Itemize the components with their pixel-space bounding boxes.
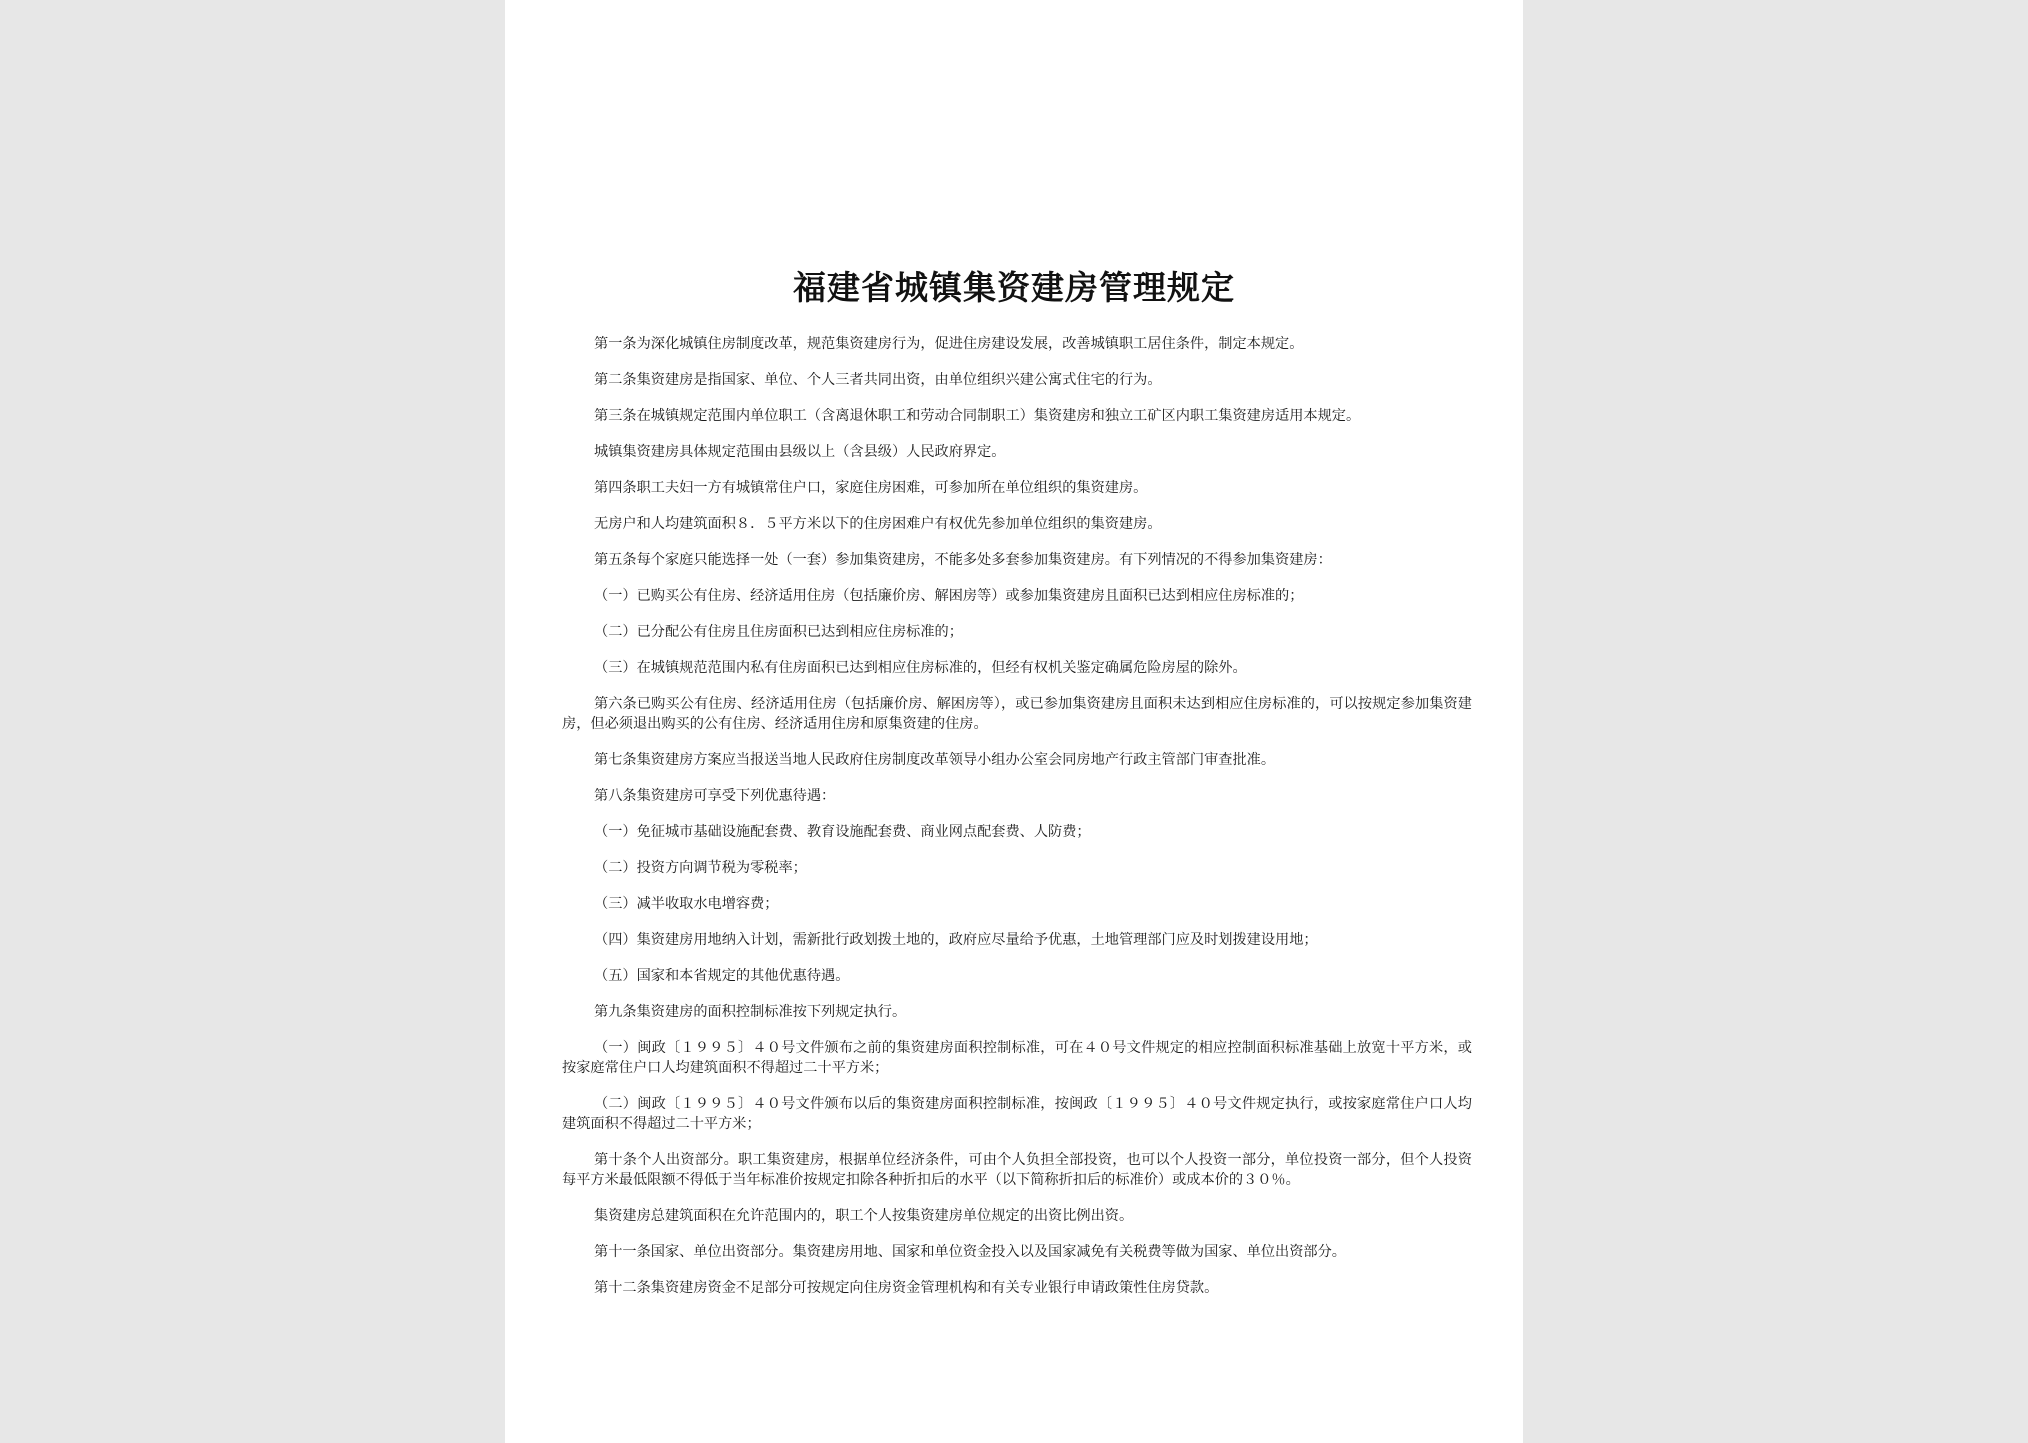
paragraph-article-9-item-1: （一）闽政〔１９９５〕４０号文件颁布之前的集资建房面积控制标准，可在４０号文件规定的相应控制面积标准基础上放宽十平方米，或按家庭常住户口人均建筑面积不得超过二十平方米；: [562, 1040, 1472, 1076]
paragraph-article-8-item-5: （五）国家和本省规定的其他优惠待遇。: [594, 968, 850, 984]
document-page: [505, 0, 1523, 1443]
paragraph-article-8-item-3: （三）减半收取水电增容费；: [594, 896, 779, 912]
paragraph-article-5-item-2: （二）已分配公有住房且住房面积已达到相应住房标准的；: [594, 624, 963, 640]
paragraph-article-8-item-2: （二）投资方向调节税为零税率；: [594, 860, 807, 876]
paragraph-article-9: 第九条集资建房的面积控制标准按下列规定执行。: [594, 1004, 907, 1020]
paragraph-article-2: 第二条集资建房是指国家、单位、个人三者共同出资，由单位组织兴建公寓式住宅的行为。: [594, 372, 1162, 388]
paragraph-article-4: 第四条职工夫妇一方有城镇常住户口，家庭住房困难，可参加所在单位组织的集资建房。: [594, 480, 1148, 496]
paragraph-article-3-scope: 城镇集资建房具体规定范围由县级以上（含县级）人民政府界定。: [594, 444, 1006, 460]
paragraph-article-8-item-4: （四）集资建房用地纳入计划，需新批行政划拨土地的，政府应尽量给予优惠，土地管理部门应及时划拨建设用地；: [594, 932, 1318, 948]
document-title: 福建省城镇集资建房管理规定: [793, 268, 1235, 307]
paragraph-article-5-item-3: （三）在城镇规范范围内私有住房面积已达到相应住房标准的，但经有权机关鉴定确属危险房屋的除外。: [594, 660, 1247, 676]
paragraph-article-9-item-2: （二）闽政〔１９９５〕４０号文件颁布以后的集资建房面积控制标准，按闽政〔１９９５〕４０号文件规定执行，或按家庭常住户口人均建筑面积不得超过二十平方米；: [562, 1096, 1472, 1132]
paragraph-article-1: 第一条为深化城镇住房制度改革，规范集资建房行为，促进住房建设发展，改善城镇职工居住条件，制定本规定。: [594, 336, 1304, 352]
paragraph-article-11: 第十一条国家、单位出资部分。集资建房用地、国家和单位资金投入以及国家减免有关税费等做为国家、单位出资部分。: [594, 1244, 1346, 1260]
paragraph-article-10-ratio: 集资建房总建筑面积在允许范围内的，职工个人按集资建房单位规定的出资比例出资。: [594, 1208, 1134, 1224]
paragraph-article-3: 第三条在城镇规定范围内单位职工（含离退休职工和劳动合同制职工）集资建房和独立工矿区内职工集资建房适用本规定。: [594, 408, 1361, 424]
paragraph-article-12: 第十二条集资建房资金不足部分可按规定向住房资金管理机构和有关专业银行申请政策性住房贷款。: [594, 1280, 1219, 1296]
paragraph-article-5: 第五条每个家庭只能选择一处（一套）参加集资建房，不能多处多套参加集资建房。有下列情况的不得参加集资建房：: [594, 552, 1332, 568]
paragraph-article-8-item-1: （一）免征城市基础设施配套费、教育设施配套费、商业网点配套费、人防费；: [594, 824, 1091, 840]
paragraph-article-8: 第八条集资建房可享受下列优惠待遇：: [594, 788, 836, 804]
paragraph-article-5-item-1: （一）已购买公有住房、经济适用住房（包括廉价房、解困房等）或参加集资建房且面积已达到相应住房标准的；: [594, 588, 1304, 604]
document-body: [562, 334, 1472, 1314]
paragraph-article-6: 第六条已购买公有住房、经济适用住房（包括廉价房、解困房等），或已参加集资建房且面积未达到相应住房标准的，可以按规定参加集资建房，但必须退出购买的公有住房、经济适用住房和原集资建的住房。: [562, 696, 1472, 732]
paragraph-article-10: 第十条个人出资部分。职工集资建房，根据单位经济条件，可由个人负担全部投资，也可以个人投资一部分，单位投资一部分，但个人投资每平方米最低限额不得低于当年标准价按规定扣除各种折扣后的水平（以下简称折扣后的标准价）或成本价的３０％。: [562, 1152, 1472, 1188]
paragraph-article-4-priority: 无房户和人均建筑面积８．５平方米以下的住房困难户有权优先参加单位组织的集资建房。: [594, 516, 1162, 532]
paragraph-article-7: 第七条集资建房方案应当报送当地人民政府住房制度改革领导小组办公室会同房地产行政主管部门审查批准。: [594, 752, 1276, 768]
